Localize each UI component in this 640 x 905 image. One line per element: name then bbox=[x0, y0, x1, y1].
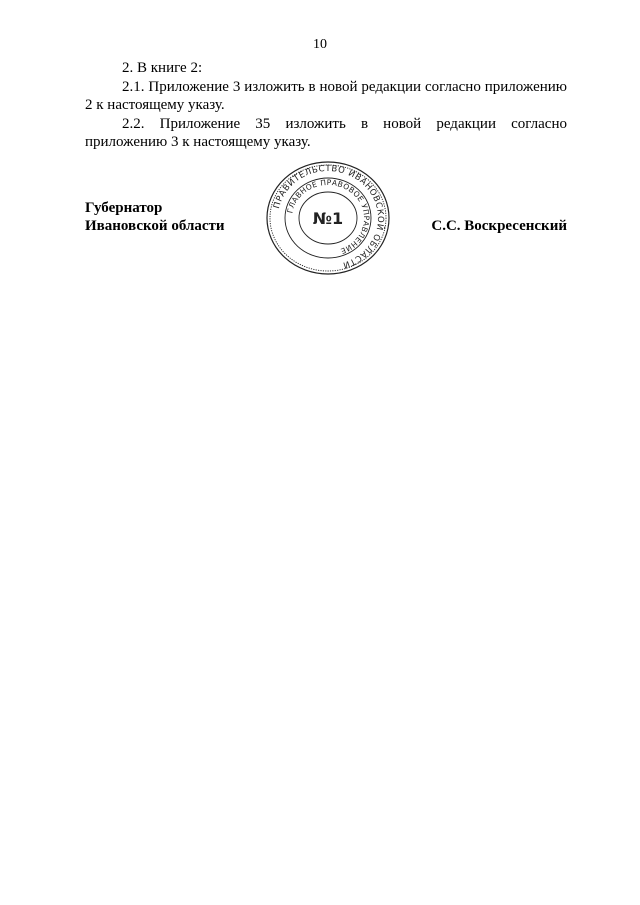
seal-inner-text: ГЛАВНОЕ ПРАВОВОЕ УПРАВЛЕНИЕ bbox=[285, 177, 372, 256]
page-number: 10 bbox=[313, 37, 327, 52]
official-seal bbox=[265, 160, 391, 276]
signatory-title bbox=[85, 199, 225, 235]
paragraph-heading: 2. В книге 2: bbox=[122, 60, 203, 76]
signatory-title-line2: Ивановской области bbox=[85, 218, 225, 234]
signatory-name: С.С. Воскресенский bbox=[431, 218, 567, 234]
seal-outer-text: ПРАВИТЕЛЬСТВО ИВАНОВСКОЙ ОБЛАСТИ bbox=[272, 163, 386, 270]
paragraph-item-2-2: 2.2. Приложение 35 изложить в новой редакции согласно приложению 3 к настоящему указу. bbox=[85, 115, 567, 150]
seal-center-number: №1 bbox=[312, 209, 344, 228]
signatory-title-line1: Губернатор bbox=[85, 200, 163, 216]
paragraph-item-2-1: 2.1. Приложение 3 изложить в новой редакции согласно приложению 2 к настоящему указу. bbox=[85, 78, 567, 113]
body-text bbox=[85, 59, 567, 152]
